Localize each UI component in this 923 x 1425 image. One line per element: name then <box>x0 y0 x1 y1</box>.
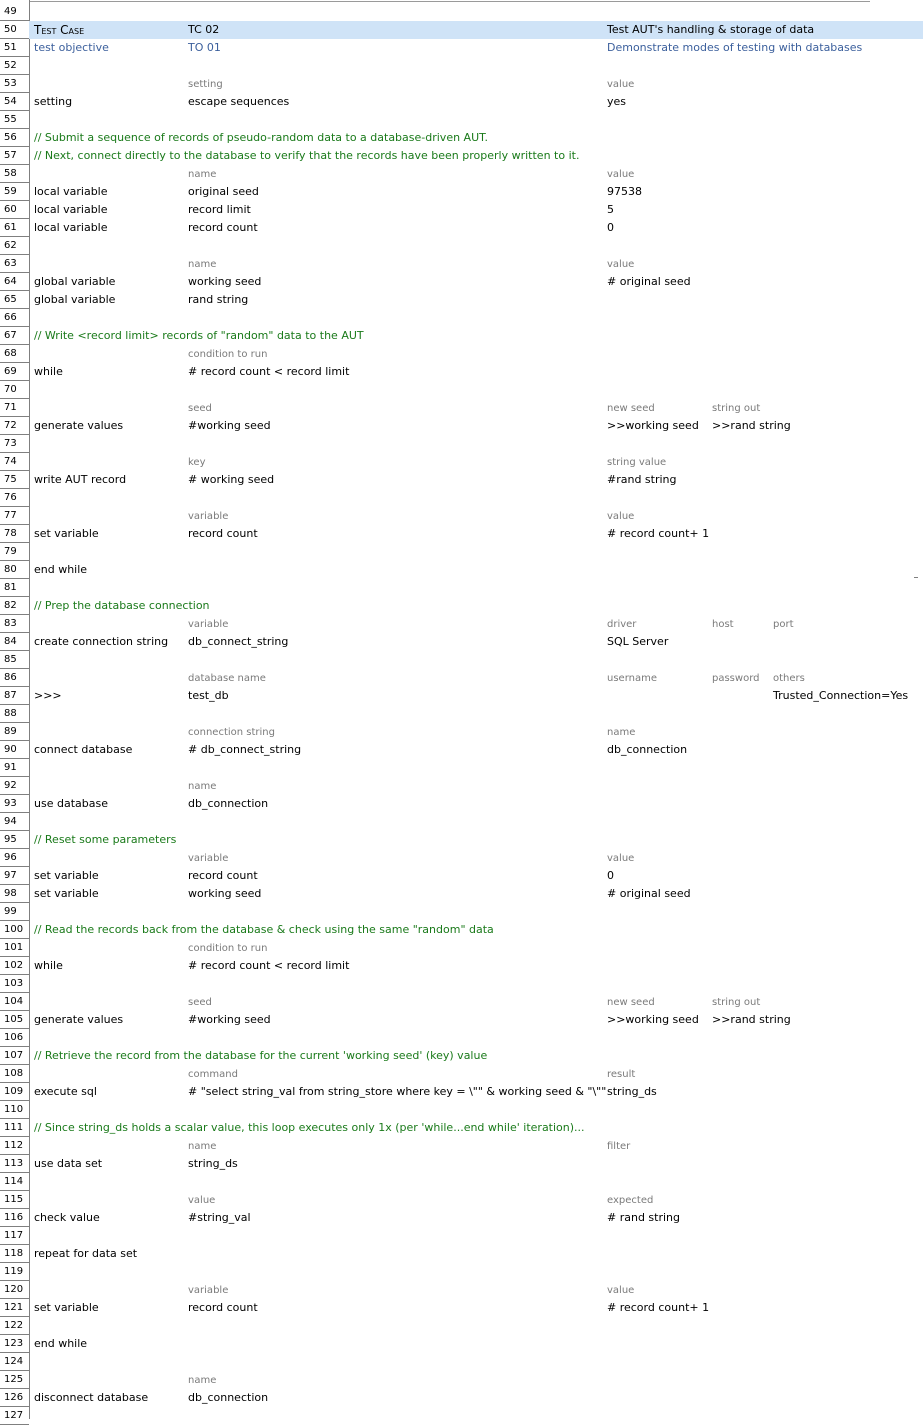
column-header-cell[interactable]: condition to run <box>188 943 268 954</box>
table-row[interactable] <box>0 1047 923 1065</box>
table-cell[interactable]: local variable <box>34 185 108 198</box>
column-header-cell[interactable]: expected <box>607 1195 654 1206</box>
table-cell[interactable]: db_connection <box>188 797 269 810</box>
table-row[interactable] <box>0 561 923 579</box>
table-cell[interactable]: TC 02 <box>188 23 220 36</box>
table-cell[interactable]: generate values <box>34 1013 124 1026</box>
table-row[interactable] <box>0 1191 923 1209</box>
row-number[interactable]: 86 <box>0 669 29 687</box>
column-header-cell[interactable]: host <box>712 619 734 630</box>
column-header-cell[interactable]: port <box>773 619 794 630</box>
column-header-cell[interactable]: variable <box>188 619 229 630</box>
table-row[interactable] <box>0 867 923 885</box>
row-number[interactable]: 49 <box>0 3 29 21</box>
column-header-cell[interactable]: name <box>607 727 636 738</box>
table-cell[interactable]: #working seed <box>188 1013 271 1026</box>
table-cell[interactable]: # working seed <box>188 473 275 486</box>
row-number[interactable]: 87 <box>0 687 29 705</box>
table-row[interactable] <box>0 903 923 921</box>
row-number[interactable]: 74 <box>0 453 29 471</box>
table-cell[interactable]: 0 <box>607 221 614 234</box>
table-cell[interactable]: write AUT record <box>34 473 127 486</box>
table-cell[interactable]: repeat for data set <box>34 1247 138 1260</box>
column-header-cell[interactable]: name <box>188 1375 217 1386</box>
row-number[interactable]: 96 <box>0 849 29 867</box>
table-cell[interactable]: # db_connect_string <box>188 743 302 756</box>
header-border <box>30 1 870 2</box>
table-row[interactable] <box>0 1299 923 1317</box>
comment-cell[interactable]: // Read the records back from the database & check using the same "random" data <box>34 923 494 936</box>
table-row[interactable] <box>0 705 923 723</box>
row-number[interactable]: 50 <box>0 21 29 39</box>
row-number[interactable]: 117 <box>0 1227 29 1245</box>
table-row[interactable] <box>0 1155 923 1173</box>
row-number[interactable]: 106 <box>0 1029 29 1047</box>
row-number[interactable]: 93 <box>0 795 29 813</box>
column-header-cell[interactable]: filter <box>607 1141 631 1152</box>
comment-cell[interactable]: // Reset some parameters <box>34 833 177 846</box>
row-number[interactable]: 70 <box>0 381 29 399</box>
row-number[interactable]: 89 <box>0 723 29 741</box>
table-cell[interactable]: set variable <box>34 1301 99 1314</box>
table-row[interactable] <box>0 1083 923 1101</box>
table-cell[interactable]: # record count < record limit <box>188 365 350 378</box>
table-row[interactable] <box>0 399 923 417</box>
table-row[interactable] <box>0 1173 923 1191</box>
table-row[interactable] <box>0 741 923 759</box>
row-number[interactable]: 64 <box>0 273 29 291</box>
table-cell[interactable]: set variable <box>34 869 99 882</box>
table-cell[interactable]: working seed <box>188 887 262 900</box>
row-number[interactable]: 71 <box>0 399 29 417</box>
table-row[interactable] <box>0 129 923 147</box>
row-number[interactable]: 99 <box>0 903 29 921</box>
table-cell[interactable]: # record count < record limit <box>188 959 350 972</box>
row-number[interactable]: 80 <box>0 561 29 579</box>
row-number[interactable]: 100 <box>0 921 29 939</box>
row-number[interactable]: 98 <box>0 885 29 903</box>
column-header-cell[interactable]: setting <box>188 79 223 90</box>
column-header-cell[interactable]: name <box>188 259 217 270</box>
row-number[interactable]: 103 <box>0 975 29 993</box>
row-number[interactable]: 67 <box>0 327 29 345</box>
row-number[interactable]: 77 <box>0 507 29 525</box>
table-cell[interactable]: record count <box>188 221 258 234</box>
row-number[interactable]: 115 <box>0 1191 29 1209</box>
table-row[interactable] <box>0 21 923 39</box>
table-cell[interactable]: disconnect database <box>34 1391 149 1404</box>
row-number[interactable]: 62 <box>0 237 29 255</box>
row-number[interactable]: 113 <box>0 1155 29 1173</box>
row-number[interactable]: 83 <box>0 615 29 633</box>
table-row[interactable] <box>0 1209 923 1227</box>
row-number[interactable]: 63 <box>0 255 29 273</box>
table-cell[interactable]: >>working seed <box>607 1013 699 1026</box>
table-cell[interactable]: test objective <box>34 41 109 54</box>
table-cell[interactable]: 97538 <box>607 185 642 198</box>
table-cell[interactable]: Test AUT's handling & storage of data <box>607 23 815 36</box>
table-row[interactable] <box>0 597 923 615</box>
table-cell[interactable]: #rand string <box>607 473 677 486</box>
table-cell[interactable]: use database <box>34 797 108 810</box>
table-row[interactable] <box>0 255 923 273</box>
table-cell[interactable]: 0 <box>607 869 614 882</box>
table-cell[interactable]: Trusted_Connection=Yes <box>773 689 909 702</box>
row-number[interactable]: 110 <box>0 1101 29 1119</box>
row-number[interactable]: 116 <box>0 1209 29 1227</box>
row-number[interactable]: 54 <box>0 93 29 111</box>
table-row[interactable] <box>0 723 923 741</box>
table-row[interactable] <box>0 507 923 525</box>
row-number[interactable]: 82 <box>0 597 29 615</box>
column-header-cell[interactable]: string out <box>712 997 761 1008</box>
table-row[interactable] <box>0 381 923 399</box>
row-number[interactable]: 126 <box>0 1389 29 1407</box>
table-row[interactable] <box>0 309 923 327</box>
column-header-cell[interactable]: condition to run <box>188 349 268 360</box>
table-row[interactable] <box>0 957 923 975</box>
table-cell[interactable]: rand string <box>188 293 249 306</box>
row-number[interactable]: 119 <box>0 1263 29 1281</box>
table-row[interactable] <box>0 1407 923 1425</box>
table-row[interactable] <box>0 1029 923 1047</box>
row-number[interactable]: 121 <box>0 1299 29 1317</box>
row-number[interactable]: 61 <box>0 219 29 237</box>
table-cell[interactable]: test_db <box>188 689 229 702</box>
table-row[interactable] <box>0 1317 923 1335</box>
row-number[interactable]: 94 <box>0 813 29 831</box>
table-row[interactable] <box>0 525 923 543</box>
row-number[interactable]: 56 <box>0 129 29 147</box>
table-cell[interactable]: while <box>34 959 63 972</box>
row-number[interactable]: 81 <box>0 579 29 597</box>
row-number[interactable]: 114 <box>0 1173 29 1191</box>
comment-cell[interactable]: // Prep the database connection <box>34 599 210 612</box>
row-number[interactable]: 95 <box>0 831 29 849</box>
comment-cell[interactable]: // Retrieve the record from the database for the current 'working seed' (key) value <box>34 1049 488 1062</box>
table-row[interactable] <box>0 183 923 201</box>
table-cell[interactable]: >>working seed <box>607 419 699 432</box>
column-header-cell[interactable]: string value <box>607 457 667 468</box>
column-header-cell[interactable]: password <box>712 673 760 684</box>
table-cell[interactable]: db_connection <box>188 1391 269 1404</box>
table-cell[interactable]: # rand string <box>607 1211 681 1224</box>
column-header-cell[interactable]: value <box>607 1285 635 1296</box>
table-cell[interactable]: # record count+ 1 <box>607 527 710 540</box>
column-header-cell[interactable]: name <box>188 1141 217 1152</box>
row-number[interactable]: 78 <box>0 525 29 543</box>
row-number[interactable]: 118 <box>0 1245 29 1263</box>
table-cell[interactable]: # record count+ 1 <box>607 1301 710 1314</box>
table-row[interactable] <box>0 543 923 561</box>
table-row[interactable] <box>0 1389 923 1407</box>
table-cell[interactable]: 5 <box>607 203 614 216</box>
row-number[interactable]: 76 <box>0 489 29 507</box>
table-cell[interactable]: Demonstrate modes of testing with databases <box>607 41 863 54</box>
column-header-cell[interactable]: name <box>188 169 217 180</box>
table-row[interactable] <box>0 813 923 831</box>
row-number[interactable]: 124 <box>0 1353 29 1371</box>
table-cell[interactable]: generate values <box>34 419 124 432</box>
table-cell[interactable]: string_ds <box>607 1085 657 1098</box>
column-header-cell[interactable]: string out <box>712 403 761 414</box>
row-number[interactable]: 57 <box>0 147 29 165</box>
row-number[interactable]: 112 <box>0 1137 29 1155</box>
table-row[interactable] <box>0 93 923 111</box>
table-cell[interactable]: db_connection <box>607 743 688 756</box>
row-number[interactable]: 120 <box>0 1281 29 1299</box>
comment-cell[interactable]: // Write <record limit> records of "random" data to the AUT <box>34 329 364 342</box>
table-cell[interactable]: connect database <box>34 743 133 756</box>
column-header-cell[interactable]: connection string <box>188 727 275 738</box>
table-cell[interactable]: Test Case <box>34 23 85 37</box>
table-cell[interactable]: original seed <box>188 185 259 198</box>
table-cell[interactable]: end while <box>34 1337 88 1350</box>
table-cell[interactable]: #working seed <box>188 419 271 432</box>
table-cell[interactable]: end while <box>34 563 88 576</box>
column-header-cell[interactable]: seed <box>188 997 212 1008</box>
table-cell[interactable]: # original seed <box>607 275 691 288</box>
row-number[interactable]: 104 <box>0 993 29 1011</box>
column-header-cell[interactable]: new seed <box>607 403 655 414</box>
table-row[interactable] <box>0 831 923 849</box>
column-header-cell[interactable]: variable <box>188 1285 229 1296</box>
row-number[interactable]: 88 <box>0 705 29 723</box>
table-cell[interactable]: TO 01 <box>188 41 221 54</box>
table-cell[interactable]: record count <box>188 1301 258 1314</box>
table-row[interactable] <box>0 39 923 57</box>
table-row[interactable] <box>0 939 923 957</box>
table-cell[interactable]: record count <box>188 527 258 540</box>
column-header-cell[interactable]: value <box>607 79 635 90</box>
row-number[interactable]: 72 <box>0 417 29 435</box>
table-row[interactable] <box>0 1371 923 1389</box>
table-row[interactable] <box>0 1335 923 1353</box>
column-header-cell[interactable]: command <box>188 1069 238 1080</box>
column-header-cell[interactable]: result <box>607 1069 636 1080</box>
table-row[interactable] <box>0 1263 923 1281</box>
table-row[interactable] <box>0 201 923 219</box>
table-row[interactable] <box>0 975 923 993</box>
row-number[interactable]: 102 <box>0 957 29 975</box>
table-cell[interactable]: working seed <box>188 275 262 288</box>
row-number[interactable]: 97 <box>0 867 29 885</box>
table-cell[interactable]: >>rand string <box>712 1013 791 1026</box>
column-header-cell[interactable]: value <box>607 511 635 522</box>
table-row[interactable] <box>0 165 923 183</box>
row-number[interactable]: 75 <box>0 471 29 489</box>
row-number[interactable]: 51 <box>0 39 29 57</box>
comment-cell[interactable]: // Next, connect directly to the database to verify that the records have been properly written to it. <box>34 149 580 162</box>
row-number[interactable]: 127 <box>0 1407 29 1425</box>
table-row[interactable] <box>0 327 923 345</box>
table-row[interactable] <box>0 795 923 813</box>
table-cell[interactable]: global variable <box>34 275 116 288</box>
table-row[interactable] <box>0 471 923 489</box>
table-row[interactable] <box>0 669 923 687</box>
table-cell[interactable]: string_ds <box>188 1157 238 1170</box>
table-cell[interactable]: local variable <box>34 203 108 216</box>
table-cell[interactable]: # "select string_val from string_store where key = \"" & working seed & "\"" <box>188 1085 607 1098</box>
table-cell[interactable]: use data set <box>34 1157 103 1170</box>
row-number[interactable]: 52 <box>0 57 29 75</box>
row-number[interactable]: 125 <box>0 1371 29 1389</box>
table-cell[interactable]: set variable <box>34 887 99 900</box>
table-cell[interactable]: record limit <box>188 203 251 216</box>
table-row[interactable] <box>0 579 923 597</box>
row-number[interactable]: 68 <box>0 345 29 363</box>
table-cell[interactable]: setting <box>34 95 73 108</box>
table-cell[interactable]: while <box>34 365 63 378</box>
table-cell[interactable]: set variable <box>34 527 99 540</box>
row-number[interactable]: 85 <box>0 651 29 669</box>
table-row[interactable] <box>0 345 923 363</box>
table-row[interactable] <box>0 363 923 381</box>
column-header-cell[interactable]: variable <box>188 853 229 864</box>
table-row[interactable] <box>0 615 923 633</box>
row-number[interactable]: 79 <box>0 543 29 561</box>
table-row[interactable] <box>0 417 923 435</box>
row-number[interactable]: 122 <box>0 1317 29 1335</box>
table-row[interactable] <box>0 489 923 507</box>
table-cell[interactable]: # original seed <box>607 887 691 900</box>
row-number[interactable]: 69 <box>0 363 29 381</box>
table-row[interactable] <box>0 993 923 1011</box>
table-cell[interactable]: >>rand string <box>712 419 791 432</box>
table-cell[interactable]: SQL Server <box>607 635 669 648</box>
table-row[interactable] <box>0 885 923 903</box>
table-cell[interactable]: global variable <box>34 293 116 306</box>
table-cell[interactable]: record count <box>188 869 258 882</box>
row-number[interactable]: 58 <box>0 165 29 183</box>
row-number[interactable]: 59 <box>0 183 29 201</box>
table-row[interactable] <box>0 111 923 129</box>
row-number[interactable]: 65 <box>0 291 29 309</box>
table-cell[interactable]: create connection string <box>34 635 169 648</box>
table-cell[interactable]: local variable <box>34 221 108 234</box>
comment-cell[interactable]: // Since string_ds holds a scalar value, this loop executes only 1x (per 'while...end while' iteration)... <box>34 1121 585 1134</box>
row-number[interactable]: 84 <box>0 633 29 651</box>
row-number[interactable]: 101 <box>0 939 29 957</box>
column-header-cell[interactable]: value <box>607 259 635 270</box>
table-cell[interactable]: yes <box>607 95 627 108</box>
table-row[interactable] <box>0 849 923 867</box>
row-number[interactable]: 73 <box>0 435 29 453</box>
column-header-cell[interactable]: name <box>188 781 217 792</box>
table-cell[interactable]: check value <box>34 1211 100 1224</box>
table-row[interactable] <box>0 75 923 93</box>
row-number[interactable]: 107 <box>0 1047 29 1065</box>
row-number[interactable]: 55 <box>0 111 29 129</box>
table-row[interactable] <box>0 651 923 669</box>
column-header-cell[interactable]: value <box>607 853 635 864</box>
table-row[interactable] <box>0 435 923 453</box>
column-header-cell[interactable]: variable <box>188 511 229 522</box>
row-number[interactable]: 105 <box>0 1011 29 1029</box>
table-row[interactable] <box>0 3 923 21</box>
row-number[interactable]: 108 <box>0 1065 29 1083</box>
table-row[interactable] <box>0 633 923 651</box>
row-number[interactable]: 109 <box>0 1083 29 1101</box>
column-header-cell[interactable]: key <box>188 457 206 468</box>
column-header-cell[interactable]: value <box>607 169 635 180</box>
table-row[interactable] <box>0 777 923 795</box>
row-number[interactable]: 91 <box>0 759 29 777</box>
table-row[interactable] <box>0 1137 923 1155</box>
table-row[interactable] <box>0 237 923 255</box>
table-row[interactable] <box>0 273 923 291</box>
table-cell[interactable]: escape sequences <box>188 95 290 108</box>
row-number[interactable]: 92 <box>0 777 29 795</box>
table-row[interactable] <box>0 1065 923 1083</box>
table-row[interactable] <box>0 1245 923 1263</box>
column-header-cell[interactable]: others <box>773 673 805 684</box>
table-row[interactable] <box>0 1281 923 1299</box>
row-number[interactable]: 60 <box>0 201 29 219</box>
table-cell[interactable]: execute sql <box>34 1085 97 1098</box>
table-row[interactable] <box>0 1119 923 1137</box>
table-row[interactable] <box>0 219 923 237</box>
table-row[interactable] <box>0 1101 923 1119</box>
table-row[interactable] <box>0 1227 923 1245</box>
table-row[interactable] <box>0 1011 923 1029</box>
column-header-cell[interactable]: database name <box>188 673 266 684</box>
table-row[interactable] <box>0 147 923 165</box>
table-row[interactable] <box>0 759 923 777</box>
column-header-cell[interactable]: value <box>188 1195 216 1206</box>
table-row[interactable] <box>0 1353 923 1371</box>
row-number[interactable]: 90 <box>0 741 29 759</box>
table-cell[interactable]: db_connect_string <box>188 635 289 648</box>
column-header-cell[interactable]: new seed <box>607 997 655 1008</box>
row-number[interactable]: 53 <box>0 75 29 93</box>
column-header-cell[interactable]: seed <box>188 403 212 414</box>
table-cell[interactable]: >>> <box>34 689 62 702</box>
comment-cell[interactable]: // Submit a sequence of records of pseudo-random data to a database-driven AUT. <box>34 131 489 144</box>
table-cell[interactable]: #string_val <box>188 1211 251 1224</box>
row-number[interactable]: 123 <box>0 1335 29 1353</box>
row-number[interactable]: 66 <box>0 309 29 327</box>
table-row[interactable] <box>0 453 923 471</box>
row-number[interactable]: 111 <box>0 1119 29 1137</box>
table-row[interactable] <box>0 291 923 309</box>
column-header-cell[interactable]: driver <box>607 619 637 630</box>
table-row[interactable] <box>0 687 923 705</box>
column-header-cell[interactable]: username <box>607 673 657 684</box>
table-row[interactable] <box>0 921 923 939</box>
table-row[interactable] <box>0 57 923 75</box>
